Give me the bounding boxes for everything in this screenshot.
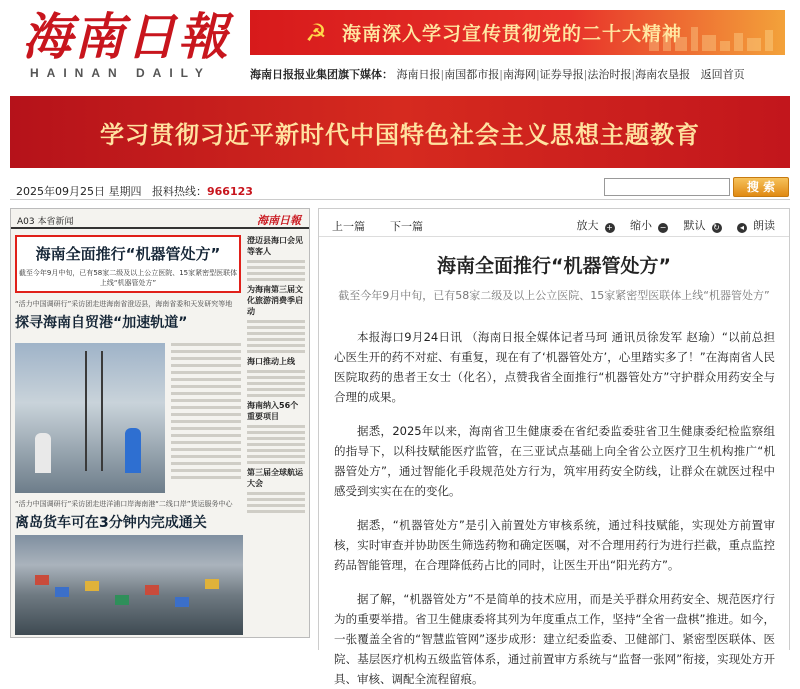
sec2-kicker: “活力中国调研行”采访团走进海南省澄迈县，海南省委和天发研究等地 — [15, 300, 233, 308]
sec3-title: 离岛货车可在3分钟内完成通关 — [15, 515, 207, 531]
paper-header — [11, 209, 309, 229]
zoom-in-button[interactable]: 放大 + — [576, 219, 613, 232]
paper-text-block — [171, 343, 241, 483]
article-paragraph: 据了解，“机器管处方”不是简单的技术应用，而是关乎群众用药安全、规范医疗行为的重要举措。省卫生健康委将其列为年度重点工作，坚持“全省一盘棋”推进。如今，一张覆盖全省的“智慧监管网”逐步成形：建立纪委监委、卫健部门、紧密型医联体、医院、基层医疗机构五级监管体系，通过前置审方系统与“监督一张网”衔接，实现处方开具、审核、调配全流程留痕。 — [334, 592, 775, 686]
media-link-hainan-daily[interactable]: 海南日报 — [396, 68, 441, 81]
logo-title: 海南日報 — [22, 7, 230, 66]
paper-photo-port — [15, 535, 243, 635]
theme-education-banner[interactable] — [10, 96, 790, 168]
paper-photo-workers — [15, 343, 165, 493]
paper-section-trade-port[interactable] — [15, 299, 243, 332]
article-panel — [318, 208, 790, 686]
article-toolbar — [319, 209, 789, 237]
article-paragraph: 据悉，“机器管处方”是引入前置处方审核系统，通过科技赋能，实现处方前置审核，实时审查并协助医生筛选药物和确定医嘱，对不合理用药行为进行拦截，重点监控药品智能管理，在合理降低药占比的同时，让医生开出“阳光药方”。 — [334, 518, 775, 572]
media-link-nanguo[interactable]: 南国都市报 — [444, 68, 500, 81]
search-input[interactable] — [604, 178, 730, 196]
zoom-out-button[interactable]: 缩小 − — [630, 219, 667, 232]
article-title: 海南全面推行“机器管处方” — [437, 255, 671, 277]
date-bar — [10, 176, 790, 200]
paper-headline: 海南全面推行“机器管处方” — [35, 245, 221, 263]
paper-headline-sub: 截至今年9月中旬，已有58家二级及以上公立医院、15家紧密型医联体上线“机器管处方” — [18, 269, 238, 287]
home-link[interactable]: 返回首页 — [700, 68, 745, 81]
paper-section-customs[interactable] — [15, 499, 243, 532]
side-head: 海口推动上线 — [247, 357, 295, 366]
media-links-bar: 海南日报报业集团旗下媒体： 海南日报|南国都市报|南海网|证券导报|法治时报|海南农垦报 返回首页 — [250, 68, 745, 81]
next-article-link[interactable]: 下一篇 — [390, 220, 423, 233]
prev-article-link[interactable]: 上一篇 — [332, 220, 365, 233]
media-link-nanhai[interactable]: 南海网 — [502, 68, 536, 81]
article-body — [319, 327, 789, 689]
paper-page-label: A03 本省新闻 — [17, 217, 74, 227]
media-link-legal[interactable]: 法治时报 — [587, 68, 632, 81]
party-emblem-icon: ☭ — [305, 18, 327, 47]
top-banner[interactable] — [250, 10, 785, 55]
hainan-daily-logo[interactable] — [22, 8, 232, 88]
read-aloud-button[interactable]: ◂ 朗读 — [731, 219, 775, 232]
article-subtitle: 截至今年9月中旬，已有58家二级及以上公立医院、15家紧密型医联体上线“机器管处方” — [338, 289, 770, 302]
logo-subtitle: HAINAN DAILY — [30, 66, 211, 80]
side-head: 澄迈县海口会见等客人 — [247, 236, 303, 256]
article-paragraph: 本报海口9月24日讯 （海南日报全媒体记者马珂 通讯员徐发军 赵瑜）“以前总担心医生开的药不对症、有重复，现在有了‘机器管处方’，心里踏实多了！”在海南省人民医院取药的患者王女士（化名），点赞我省全面推行“机器管处方”守护群众用药安全与合理的成果。 — [334, 330, 775, 404]
newspaper-page-image[interactable] — [10, 208, 310, 638]
side-head: 海南纳入56个重要项目 — [247, 401, 299, 421]
date-text: 2025年09月25日 星期四 — [16, 185, 142, 198]
speaker-icon: ◂ — [737, 223, 747, 233]
paper-masthead: 海南日報 — [257, 214, 301, 227]
media-label: 海南日报报业集团旗下媒体： — [250, 68, 393, 81]
article-paragraph: 据悉，2025年以来，海南省卫生健康委在省纪委监委驻省卫生健康委纪检监察组的指导下，以科技赋能医疗监管，在三亚试点基础上向全省公立医疗卫生机构推广“机器管处方”，通过智能化手段规范处方行为，筑牢用药安全防线，让群众在就医过程中感受到实实在在的变化。 — [334, 424, 775, 498]
media-link-farm[interactable]: 海南农垦报 — [635, 68, 691, 81]
hotline-number: 966123 — [207, 185, 253, 198]
media-link-securities[interactable]: 证券导报 — [539, 68, 584, 81]
highlighted-article-area[interactable] — [15, 235, 241, 293]
plus-icon: + — [606, 223, 613, 232]
skyline-decoration-icon — [649, 27, 779, 51]
reading-tools — [565, 217, 776, 233]
side-head: 为海南第三届文化旅游消费季启动 — [247, 285, 303, 316]
date-line — [16, 183, 253, 199]
hotline-label: 报料热线： — [152, 185, 207, 198]
refresh-icon: ↻ — [713, 223, 720, 232]
minus-icon: − — [659, 223, 667, 232]
paper-side-column[interactable] — [247, 235, 305, 635]
theme-banner-text: 学习贯彻习近平新时代中国特色社会主义思想主题教育 — [100, 120, 700, 149]
sec2-title: 探寻海南自贸港“加速轨道” — [15, 315, 188, 331]
sec3-kicker: “活力中国调研行”采访团走进洋浦口岸海南港“二线口岸”货运服务中心 — [15, 500, 233, 508]
side-head: 第三届全球航运大会 — [247, 468, 303, 488]
search-button[interactable]: 搜 索 — [733, 177, 789, 197]
top-banner-text: 海南深入学习宣传贯彻党的二十大精神 — [342, 23, 683, 45]
default-size-button[interactable]: 默认 ↻ — [683, 219, 720, 232]
